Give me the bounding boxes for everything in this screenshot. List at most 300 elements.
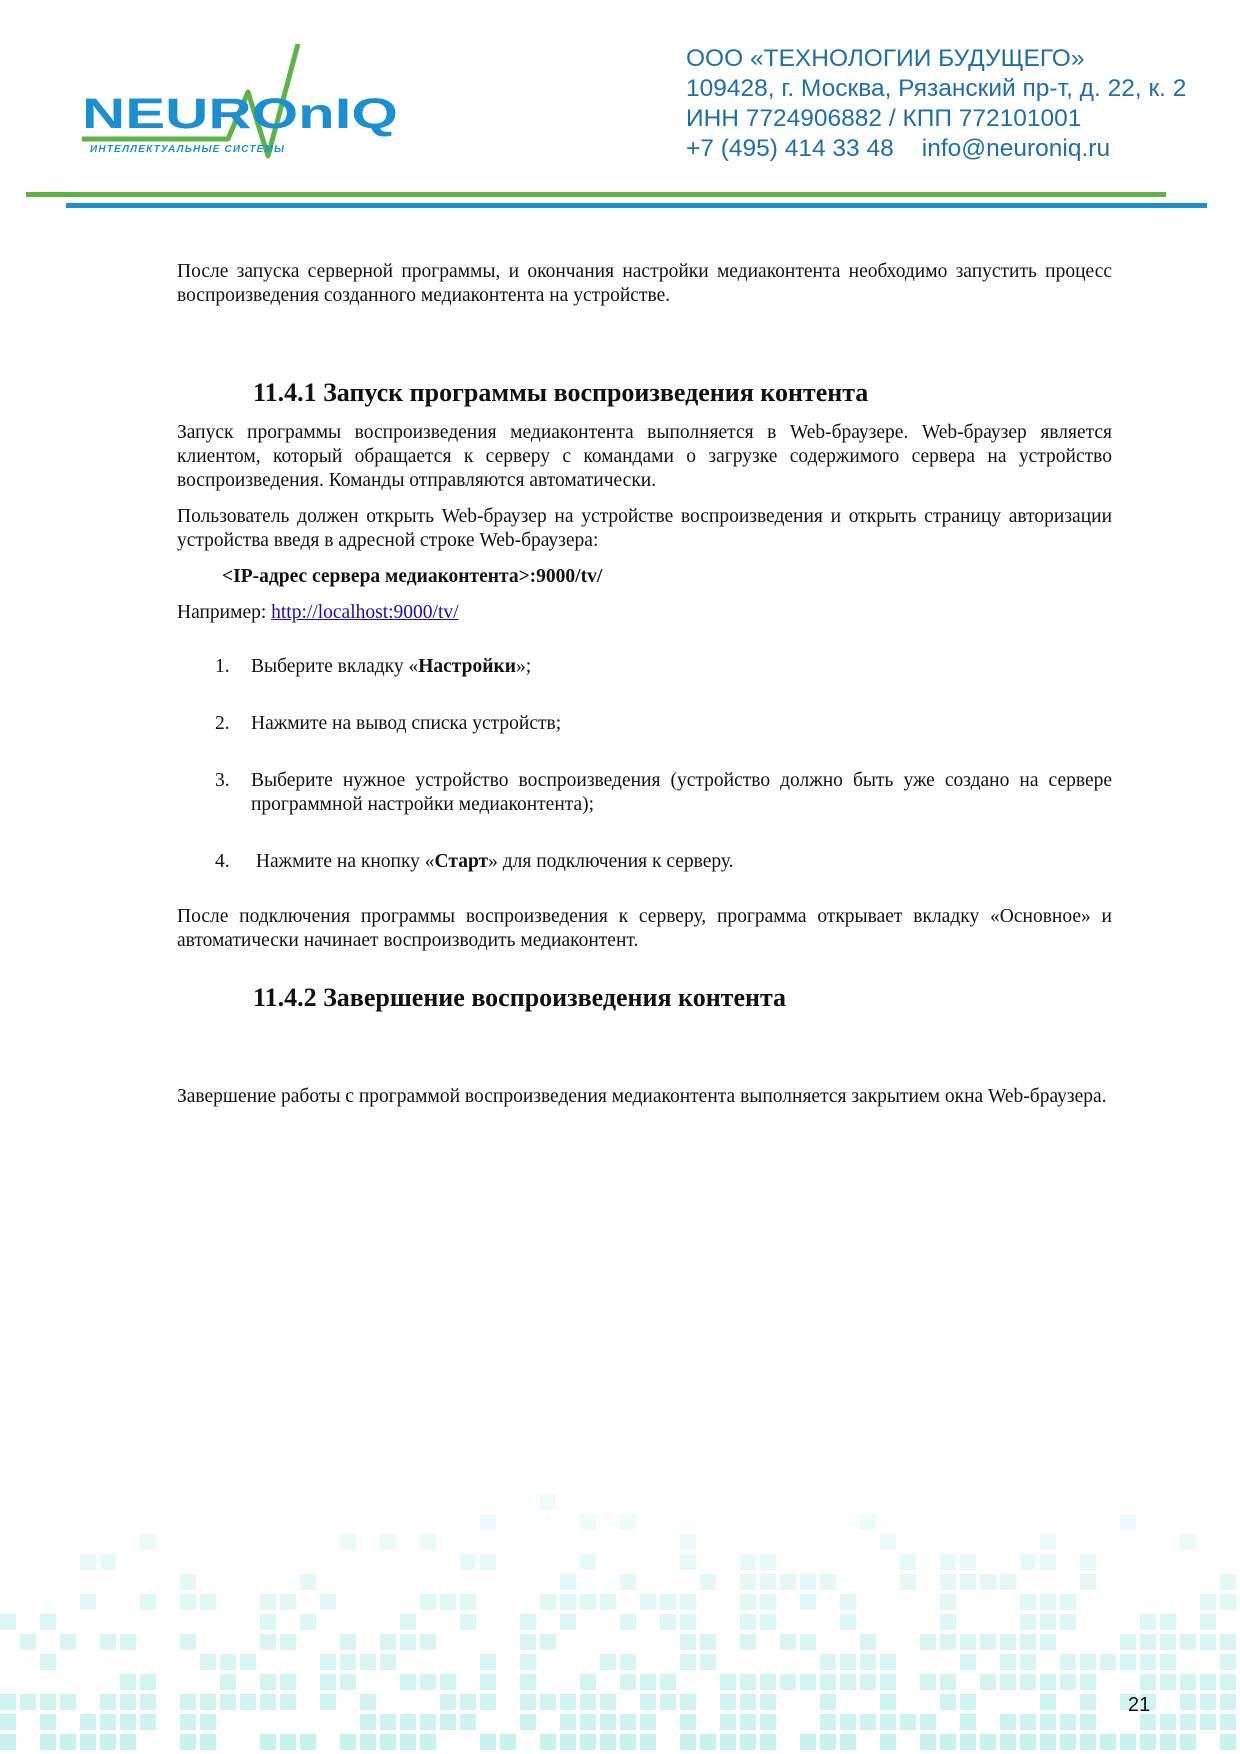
pattern-tile bbox=[120, 1714, 136, 1730]
company-contacts bbox=[686, 134, 1186, 164]
pattern-tile bbox=[920, 1714, 936, 1730]
pattern-tile bbox=[540, 1634, 556, 1650]
company-email: info@neuroniq.ru bbox=[921, 135, 1111, 162]
pattern-tile bbox=[1040, 1534, 1056, 1550]
pattern-tile bbox=[680, 1554, 696, 1570]
pattern-tile bbox=[600, 1654, 616, 1670]
pattern-tile bbox=[320, 1594, 336, 1610]
pattern-tile bbox=[600, 1714, 616, 1730]
pattern-tile bbox=[100, 1634, 116, 1650]
pattern-tile bbox=[1060, 1614, 1076, 1630]
pattern-tile bbox=[800, 1634, 816, 1650]
list-item bbox=[177, 850, 1112, 874]
pattern-tile bbox=[860, 1514, 876, 1530]
pattern-tile bbox=[520, 1654, 536, 1670]
pattern-tile bbox=[700, 1734, 716, 1750]
pattern-tile bbox=[1020, 1654, 1036, 1670]
pattern-tile bbox=[580, 1734, 596, 1750]
neuroniq-logo bbox=[78, 44, 408, 162]
pattern-tile bbox=[1100, 1654, 1116, 1670]
pattern-tile bbox=[940, 1554, 956, 1570]
pattern-tile bbox=[1140, 1734, 1156, 1750]
pattern-tile bbox=[340, 1634, 356, 1650]
pattern-tile bbox=[720, 1734, 736, 1750]
example-label: Например: bbox=[177, 602, 272, 623]
pattern-tile bbox=[200, 1714, 216, 1730]
pattern-tile bbox=[580, 1694, 596, 1710]
pattern-tile bbox=[1020, 1614, 1036, 1630]
pattern-tile bbox=[1140, 1634, 1156, 1650]
pattern-tile bbox=[1140, 1614, 1156, 1630]
intro-paragraph: После запуска серверной программы, и окончания настройки медиаконтента необходимо запустить процесс воспроизведения созданного медиаконтента на устройстве. bbox=[177, 261, 1112, 306]
pattern-tile bbox=[1160, 1614, 1176, 1630]
pattern-tile bbox=[740, 1554, 756, 1570]
pattern-tile bbox=[680, 1634, 696, 1650]
pattern-tile bbox=[140, 1714, 156, 1730]
pattern-tile bbox=[700, 1574, 716, 1590]
pattern-tile bbox=[740, 1674, 756, 1690]
pattern-tile bbox=[460, 1694, 476, 1710]
pattern-tile bbox=[540, 1494, 556, 1510]
pattern-tile bbox=[640, 1734, 656, 1750]
pattern-tile bbox=[800, 1734, 816, 1750]
pattern-tile bbox=[1140, 1674, 1156, 1690]
pattern-tile bbox=[180, 1734, 196, 1750]
pattern-tile bbox=[1080, 1694, 1096, 1710]
pattern-tile bbox=[60, 1734, 76, 1750]
pattern-tile bbox=[620, 1674, 636, 1690]
step-text bbox=[251, 655, 1112, 679]
pattern-tile bbox=[80, 1714, 96, 1730]
pattern-tile bbox=[840, 1614, 856, 1630]
pattern-tile bbox=[1180, 1714, 1196, 1730]
pattern-tile bbox=[960, 1694, 976, 1710]
pattern-tile bbox=[1100, 1734, 1116, 1750]
document-body bbox=[177, 260, 1112, 1109]
pattern-tile bbox=[200, 1654, 216, 1670]
step-text-bold: Настройки bbox=[418, 656, 516, 677]
pattern-tile bbox=[1000, 1634, 1016, 1650]
step-number: 4. bbox=[215, 851, 230, 872]
pattern-tile bbox=[1060, 1714, 1076, 1730]
pattern-tile bbox=[400, 1714, 416, 1730]
pattern-tile bbox=[560, 1574, 576, 1590]
pattern-tile bbox=[40, 1734, 56, 1750]
pattern-tile bbox=[0, 1714, 16, 1730]
step-text-before: Нажмите на вывод списка устройств; bbox=[251, 713, 562, 734]
pattern-tile bbox=[0, 1694, 16, 1710]
pattern-tile bbox=[260, 1734, 276, 1750]
pattern-tile bbox=[140, 1594, 156, 1610]
pattern-tile bbox=[480, 1694, 496, 1710]
pattern-tile bbox=[1180, 1674, 1196, 1690]
pattern-tile bbox=[100, 1694, 116, 1710]
pattern-tile bbox=[420, 1714, 436, 1730]
pattern-tile bbox=[640, 1674, 656, 1690]
pattern-tile bbox=[440, 1694, 456, 1710]
pattern-tile bbox=[980, 1674, 996, 1690]
pattern-tile bbox=[1020, 1734, 1036, 1750]
pattern-tile bbox=[560, 1694, 576, 1710]
pattern-tile bbox=[760, 1714, 776, 1730]
pattern-tile bbox=[1200, 1674, 1216, 1690]
step-number: 2. bbox=[215, 713, 230, 734]
pattern-tile bbox=[760, 1694, 776, 1710]
pattern-tile bbox=[1080, 1554, 1096, 1570]
pattern-tile bbox=[460, 1714, 476, 1730]
pattern-tile bbox=[1200, 1614, 1216, 1630]
header-rule-blue bbox=[66, 203, 1207, 208]
pattern-tile bbox=[1180, 1634, 1196, 1650]
step-number: 1. bbox=[215, 656, 230, 677]
pattern-tile bbox=[940, 1594, 956, 1610]
pattern-tile bbox=[40, 1614, 56, 1630]
pattern-tile bbox=[1220, 1674, 1236, 1690]
pattern-tile bbox=[1000, 1714, 1016, 1730]
pattern-tile bbox=[820, 1574, 836, 1590]
pattern-tile bbox=[880, 1534, 896, 1550]
pattern-tile bbox=[0, 1614, 16, 1630]
logo-subtitle: ИНТЕЛЛЕКТУАЛЬНЫЕ СИСТЕМЫ bbox=[90, 144, 286, 155]
pattern-tile bbox=[840, 1714, 856, 1730]
pattern-tile bbox=[820, 1654, 836, 1670]
pattern-tile bbox=[840, 1674, 856, 1690]
pattern-tile bbox=[1200, 1714, 1216, 1730]
pattern-tile bbox=[1120, 1634, 1136, 1650]
pattern-tile bbox=[280, 1694, 296, 1710]
pattern-tile bbox=[1080, 1714, 1096, 1730]
pattern-tile bbox=[740, 1734, 756, 1750]
pattern-tile bbox=[1040, 1614, 1056, 1630]
pattern-tile bbox=[980, 1734, 996, 1750]
pattern-tile bbox=[1020, 1714, 1036, 1730]
pattern-tile bbox=[220, 1654, 236, 1670]
pattern-tile bbox=[640, 1594, 656, 1610]
pattern-tile bbox=[720, 1674, 736, 1690]
pattern-tile bbox=[1120, 1654, 1136, 1670]
pattern-tile bbox=[480, 1554, 496, 1570]
pattern-tile bbox=[1040, 1674, 1056, 1690]
pattern-tile bbox=[400, 1614, 416, 1630]
pattern-tile bbox=[780, 1634, 796, 1650]
pattern-tile bbox=[540, 1734, 556, 1750]
pattern-tile bbox=[20, 1634, 36, 1650]
pattern-tile bbox=[680, 1534, 696, 1550]
pattern-tile bbox=[200, 1594, 216, 1610]
page-number: 21 bbox=[1128, 1694, 1151, 1716]
section-heading-11-4-2: 11.4.2 Завершение воспроизведения контента bbox=[253, 983, 787, 1012]
pattern-tile bbox=[960, 1734, 976, 1750]
pattern-tile bbox=[360, 1654, 376, 1670]
pattern-tile bbox=[1020, 1554, 1036, 1570]
list-item bbox=[177, 769, 1112, 817]
pattern-tile bbox=[1140, 1654, 1156, 1670]
pattern-tile bbox=[560, 1734, 576, 1750]
pattern-tile bbox=[680, 1714, 696, 1730]
pattern-tile bbox=[860, 1634, 876, 1650]
pattern-tile bbox=[960, 1654, 976, 1670]
pattern-tile bbox=[680, 1594, 696, 1610]
pattern-tile bbox=[1200, 1694, 1216, 1710]
pattern-tile bbox=[740, 1574, 756, 1590]
pattern-tile bbox=[1180, 1694, 1196, 1710]
pattern-tile bbox=[260, 1614, 276, 1630]
pattern-tile bbox=[580, 1514, 596, 1530]
pattern-tile bbox=[1080, 1654, 1096, 1670]
pattern-tile bbox=[960, 1554, 976, 1570]
pattern-tile bbox=[880, 1694, 896, 1710]
step-text bbox=[251, 769, 1112, 817]
header-rule-green bbox=[26, 192, 1166, 197]
pattern-tile bbox=[1080, 1574, 1096, 1590]
company-phone: +7 (495) 414 33 48 bbox=[686, 135, 894, 162]
pattern-tile bbox=[340, 1654, 356, 1670]
pattern-tile bbox=[260, 1594, 276, 1610]
pattern-tile bbox=[740, 1634, 756, 1650]
pattern-tile bbox=[540, 1694, 556, 1710]
pattern-tile bbox=[240, 1654, 256, 1670]
pattern-tile bbox=[280, 1594, 296, 1610]
pattern-tile bbox=[640, 1694, 656, 1710]
pattern-tile bbox=[440, 1674, 456, 1690]
pattern-tile bbox=[740, 1714, 756, 1730]
pattern-tile bbox=[840, 1594, 856, 1610]
pattern-tile bbox=[380, 1734, 396, 1750]
step-text-after: »; bbox=[515, 656, 532, 677]
pattern-tile bbox=[220, 1674, 236, 1690]
pattern-tile bbox=[1200, 1634, 1216, 1650]
pattern-tile bbox=[240, 1694, 256, 1710]
steps-list bbox=[177, 655, 1112, 874]
pattern-tile bbox=[1220, 1734, 1236, 1750]
pattern-tile bbox=[1060, 1734, 1076, 1750]
pattern-tile bbox=[620, 1614, 636, 1630]
pattern-tile bbox=[860, 1714, 876, 1730]
pattern-tile bbox=[880, 1654, 896, 1670]
pattern-tile bbox=[1020, 1634, 1036, 1650]
pattern-tile bbox=[740, 1614, 756, 1630]
pattern-tile bbox=[1040, 1734, 1056, 1750]
pattern-tile bbox=[580, 1554, 596, 1570]
footer-decorative-pattern bbox=[0, 1424, 1240, 1754]
pattern-tile bbox=[1040, 1554, 1056, 1570]
pattern-tile bbox=[740, 1694, 756, 1710]
pattern-tile bbox=[660, 1594, 676, 1610]
company-inn-kpp: ИНН 7724906882 / КПП 772101001 bbox=[686, 105, 1082, 132]
pattern-tile bbox=[440, 1594, 456, 1610]
pattern-tile bbox=[680, 1694, 696, 1710]
pattern-tile bbox=[1220, 1654, 1236, 1670]
pattern-tile bbox=[1020, 1674, 1036, 1690]
pattern-tile bbox=[520, 1714, 536, 1730]
pattern-tile bbox=[480, 1514, 496, 1530]
pattern-tile bbox=[800, 1574, 816, 1590]
pattern-tile bbox=[480, 1734, 496, 1750]
pattern-tile bbox=[940, 1614, 956, 1630]
pattern-tile bbox=[900, 1714, 916, 1730]
pattern-tile bbox=[820, 1674, 836, 1690]
pattern-tile bbox=[1120, 1734, 1136, 1750]
pattern-tile bbox=[1160, 1654, 1176, 1670]
pattern-tile bbox=[300, 1734, 316, 1750]
pattern-tile bbox=[1220, 1574, 1236, 1590]
pattern-tile bbox=[700, 1634, 716, 1650]
pattern-tile bbox=[1180, 1534, 1196, 1550]
step-number: 3. bbox=[215, 770, 230, 791]
pattern-tile bbox=[1080, 1734, 1096, 1750]
pattern-tile bbox=[760, 1594, 776, 1610]
pattern-tile bbox=[380, 1654, 396, 1670]
pattern-tile bbox=[340, 1674, 356, 1690]
section2-paragraph: Завершение работы с программой воспроизведения медиаконтента выполняется закрытием окна Web-браузера. bbox=[177, 1086, 1107, 1107]
pattern-tile bbox=[400, 1734, 416, 1750]
pattern-tile bbox=[560, 1614, 576, 1630]
pattern-tile bbox=[440, 1714, 456, 1730]
pattern-tile bbox=[740, 1594, 756, 1610]
pattern-tile bbox=[280, 1634, 296, 1650]
step-text-bold: Старт bbox=[434, 851, 489, 872]
pattern-tile bbox=[520, 1634, 536, 1650]
pattern-tile bbox=[640, 1714, 656, 1730]
pattern-tile bbox=[540, 1594, 556, 1610]
pattern-tile bbox=[520, 1674, 536, 1690]
pattern-tile bbox=[620, 1714, 636, 1730]
pattern-tile bbox=[360, 1734, 376, 1750]
pattern-tile bbox=[120, 1634, 136, 1650]
pattern-tile bbox=[1160, 1634, 1176, 1650]
pattern-tile bbox=[420, 1634, 436, 1650]
address-template: <IP-адрес сервера медиаконтента>:9000/tv/ bbox=[222, 566, 603, 587]
pattern-tile bbox=[840, 1654, 856, 1670]
pattern-tile bbox=[940, 1694, 956, 1710]
step-text-before: Нажмите на кнопку « bbox=[251, 851, 435, 872]
pattern-tile bbox=[220, 1694, 236, 1710]
pattern-tile bbox=[40, 1654, 56, 1670]
pattern-tile bbox=[180, 1694, 196, 1710]
pattern-tile bbox=[720, 1694, 736, 1710]
pattern-tile bbox=[920, 1674, 936, 1690]
pattern-tile bbox=[140, 1674, 156, 1690]
pattern-tile bbox=[580, 1714, 596, 1730]
pattern-tile bbox=[1060, 1674, 1076, 1690]
pattern-tile bbox=[680, 1654, 696, 1670]
pattern-tile bbox=[1040, 1594, 1056, 1610]
pattern-tile bbox=[900, 1554, 916, 1570]
pattern-tile bbox=[460, 1554, 476, 1570]
logo-wordmark: NEURO n IQ bbox=[82, 90, 381, 138]
pattern-tile bbox=[780, 1674, 796, 1690]
pattern-tile bbox=[900, 1574, 916, 1590]
pattern-tile bbox=[360, 1694, 376, 1710]
pattern-tile bbox=[260, 1634, 276, 1650]
pattern-tile bbox=[420, 1534, 436, 1550]
pattern-tile bbox=[60, 1634, 76, 1650]
pattern-tile bbox=[200, 1734, 216, 1750]
pattern-tile bbox=[180, 1634, 196, 1650]
step-text bbox=[251, 712, 1112, 736]
pattern-tile bbox=[600, 1594, 616, 1610]
example-link[interactable]: http://localhost:9000/tv/ bbox=[271, 602, 459, 623]
step-text-before: Выберите вкладку « bbox=[251, 656, 419, 677]
pattern-tile bbox=[980, 1574, 996, 1590]
pattern-tile bbox=[260, 1674, 276, 1690]
pattern-tile bbox=[80, 1594, 96, 1610]
example-line bbox=[177, 601, 1112, 625]
pattern-tile bbox=[960, 1574, 976, 1590]
pattern-tile bbox=[380, 1534, 396, 1550]
pattern-tile bbox=[940, 1634, 956, 1650]
pattern-tile bbox=[1040, 1714, 1056, 1730]
pattern-tile bbox=[1040, 1634, 1056, 1650]
pattern-tile bbox=[520, 1614, 536, 1630]
pattern-tile bbox=[1040, 1694, 1056, 1710]
pattern-tile bbox=[140, 1534, 156, 1550]
pattern-tile bbox=[80, 1554, 96, 1570]
pattern-tile bbox=[840, 1734, 856, 1750]
pattern-tile bbox=[320, 1654, 336, 1670]
pattern-tile bbox=[40, 1714, 56, 1730]
pattern-tile bbox=[60, 1694, 76, 1710]
pattern-tile bbox=[1080, 1674, 1096, 1690]
pattern-tile bbox=[300, 1614, 316, 1630]
pattern-tile bbox=[800, 1674, 816, 1690]
step-text bbox=[251, 850, 1112, 874]
pattern-tile bbox=[1200, 1594, 1216, 1610]
pattern-tile bbox=[420, 1674, 436, 1690]
pattern-tile bbox=[860, 1674, 876, 1690]
pattern-tile bbox=[660, 1674, 676, 1690]
list-item bbox=[177, 712, 1112, 736]
pattern-tile bbox=[1000, 1674, 1016, 1690]
list-item bbox=[177, 655, 1112, 679]
pattern-tile bbox=[600, 1734, 616, 1750]
company-details bbox=[686, 44, 1186, 164]
pattern-tile bbox=[1220, 1594, 1236, 1610]
pattern-tile bbox=[820, 1714, 836, 1730]
pattern-tile bbox=[320, 1694, 336, 1710]
pattern-tile bbox=[660, 1614, 676, 1630]
pattern-tile bbox=[340, 1534, 356, 1550]
pattern-tile bbox=[380, 1714, 396, 1730]
pattern-tile bbox=[1160, 1734, 1176, 1750]
pattern-tile bbox=[420, 1734, 436, 1750]
pattern-tile bbox=[280, 1734, 296, 1750]
pattern-tile bbox=[760, 1574, 776, 1590]
pattern-tile bbox=[600, 1694, 616, 1710]
after-steps-paragraph: После подключения программы воспроизведения к серверу, программа открывает вкладку «Основное» и автоматически начинает воспроизводить медиаконтент. bbox=[177, 906, 1112, 951]
pattern-tile bbox=[960, 1714, 976, 1730]
pattern-tile bbox=[40, 1694, 56, 1710]
section1-paragraph-2: Пользователь должен открыть Web-браузер на устройстве воспроизведения и открыть страницу авторизации устройства введя в адресной строке Web-браузера: bbox=[177, 506, 1112, 551]
pattern-tile bbox=[180, 1574, 196, 1590]
pattern-tile bbox=[620, 1514, 636, 1530]
section-heading-11-4-1: 11.4.1 Запуск программы воспроизведения контента bbox=[253, 378, 869, 407]
pattern-tile bbox=[340, 1734, 356, 1750]
pattern-tile bbox=[480, 1654, 496, 1670]
pattern-tile bbox=[760, 1614, 776, 1630]
pattern-tile bbox=[260, 1694, 276, 1710]
pattern-tile bbox=[780, 1574, 796, 1590]
pattern-tile bbox=[1000, 1734, 1016, 1750]
pattern-tile bbox=[100, 1554, 116, 1570]
pattern-tile bbox=[880, 1714, 896, 1730]
pattern-tile bbox=[420, 1594, 436, 1610]
pattern-tile bbox=[1000, 1574, 1016, 1590]
pattern-tile bbox=[1220, 1694, 1236, 1710]
pattern-tile bbox=[920, 1734, 936, 1750]
pattern-tile bbox=[400, 1634, 416, 1650]
pattern-tile bbox=[680, 1734, 696, 1750]
